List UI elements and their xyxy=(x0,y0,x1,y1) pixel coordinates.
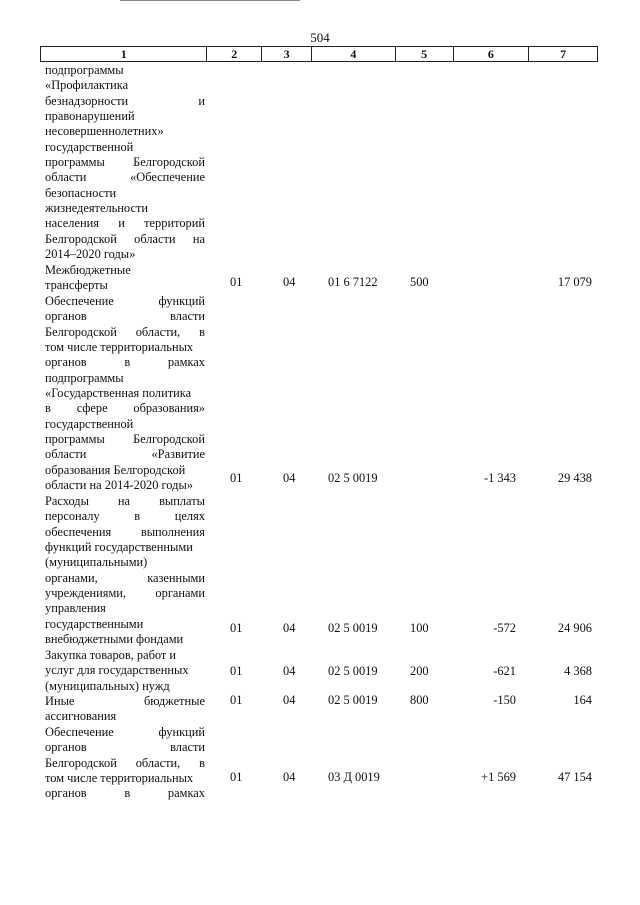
description-word: области xyxy=(45,170,87,185)
description-line xyxy=(45,432,205,447)
description-word: «Профилактика xyxy=(45,78,129,93)
total-amount: 29 438 xyxy=(557,471,592,485)
description-line xyxy=(45,571,205,586)
description-line xyxy=(45,679,205,694)
page-number: 504 xyxy=(310,30,330,45)
description-word: «Развитие xyxy=(151,447,205,462)
description-line xyxy=(45,78,205,93)
description-word: власти xyxy=(170,740,205,755)
description-word: целях xyxy=(174,509,205,524)
description-line xyxy=(45,786,205,801)
description-word: ассигнования xyxy=(45,709,117,724)
section-code: 01 xyxy=(230,471,243,485)
description-word: на xyxy=(192,231,205,246)
total-amount: 24 906 xyxy=(557,621,592,635)
section-code: 01 xyxy=(230,770,243,784)
description-word: Белгородской xyxy=(45,755,117,770)
description-word: управления xyxy=(45,601,106,616)
total-amount: 17 079 xyxy=(557,275,592,289)
description-word: органов xyxy=(45,355,87,370)
subsection-code: 04 xyxy=(283,770,296,784)
description-line xyxy=(45,709,205,724)
description-line xyxy=(45,447,205,462)
column-header-4: 4 xyxy=(312,47,396,61)
description-word: Белгородской xyxy=(133,432,205,447)
description-word: государственной xyxy=(45,416,134,431)
description-line xyxy=(45,371,205,386)
expense-type-code: 500 xyxy=(410,275,429,289)
description-word: трансферты xyxy=(45,278,108,293)
description-word: несовершеннолетних» xyxy=(45,124,164,139)
description-block xyxy=(45,63,205,262)
description-line xyxy=(45,294,205,309)
description-word: функций xyxy=(158,725,205,739)
column-header-2: 2 xyxy=(207,47,262,61)
change-amount: -621 xyxy=(493,664,516,678)
column-header-1: 1 xyxy=(41,47,207,61)
target-article-code: 01 6 7122 xyxy=(328,275,378,289)
description-word: органов xyxy=(45,740,87,755)
description-word: в xyxy=(45,401,51,416)
table-row xyxy=(0,770,640,786)
description-word: Закупка товаров, работ и xyxy=(45,648,177,662)
description-word: жизнедеятельности xyxy=(45,201,148,216)
total-amount: 47 154 xyxy=(557,770,592,784)
expense-type-code: 200 xyxy=(410,664,429,678)
description-word: подпрограммы xyxy=(45,63,124,77)
column-header-3: 3 xyxy=(262,47,312,61)
target-article-code: 02 5 0019 xyxy=(328,471,378,485)
target-article-code: 02 5 0019 xyxy=(328,621,378,635)
description-line xyxy=(45,756,205,771)
description-word: (муниципальными) xyxy=(45,555,148,570)
description-word: рамках xyxy=(167,355,205,370)
expense-type-code: 800 xyxy=(410,693,429,707)
description-word: (муниципальных) нужд xyxy=(45,678,170,693)
description-line xyxy=(45,170,205,185)
total-amount: 164 xyxy=(573,693,592,707)
description-word: области xyxy=(45,447,87,462)
description-word: услуг для государственных xyxy=(45,663,189,678)
description-line xyxy=(45,417,205,432)
description-word: выплаты xyxy=(159,494,205,508)
table-row xyxy=(0,693,640,709)
description-word: обеспечения xyxy=(45,524,112,539)
description-word: в xyxy=(124,355,131,370)
description-word: казенными xyxy=(147,570,205,585)
description-word: безнадзорности xyxy=(45,93,129,108)
description-word: персоналу xyxy=(45,509,100,524)
description-word: на xyxy=(117,494,131,508)
table-row xyxy=(0,471,640,487)
description-word: в xyxy=(199,755,205,770)
target-article-code: 02 5 0019 xyxy=(328,664,378,678)
subsection-code: 04 xyxy=(283,693,296,707)
description-word: рамках xyxy=(167,786,205,801)
description-line xyxy=(45,725,205,740)
target-article-code: 03 Д 0019 xyxy=(328,770,380,784)
description-word: в xyxy=(199,324,205,339)
description-word: выполнения xyxy=(140,524,205,539)
description-line xyxy=(45,155,205,170)
description-line xyxy=(45,109,205,124)
description-word: и xyxy=(118,216,125,231)
description-word: Расходы xyxy=(45,494,89,508)
column-header-7: 7 xyxy=(560,47,567,61)
description-word: органов xyxy=(45,309,87,324)
description-word: Белгородской xyxy=(45,324,117,339)
description-word: образования» xyxy=(133,401,205,416)
description-word: бюджетные xyxy=(143,694,205,708)
description-word: Обеспечение xyxy=(45,725,114,739)
description-line xyxy=(45,386,205,401)
description-line xyxy=(45,309,205,324)
description-line xyxy=(45,525,205,540)
expense-type-code: 100 xyxy=(410,621,429,635)
description-word: Иные xyxy=(45,694,75,708)
description-word: органами, xyxy=(45,570,98,585)
description-word: правонарушений xyxy=(45,109,135,124)
description-line xyxy=(45,247,205,262)
description-line xyxy=(45,740,205,755)
change-amount: -1 343 xyxy=(483,471,516,485)
subsection-code: 04 xyxy=(283,621,296,635)
description-word: учреждениями, xyxy=(45,586,127,601)
description-line xyxy=(45,186,205,201)
description-word: 2014–2020 годы» xyxy=(45,247,136,262)
section-code: 01 xyxy=(230,693,243,707)
description-word: подпрограммы xyxy=(45,370,124,385)
target-article-code: 02 5 0019 xyxy=(328,693,378,707)
description-line xyxy=(45,216,205,231)
description-word: функций xyxy=(158,294,205,308)
description-word: образования Белгородской xyxy=(45,462,186,477)
description-line xyxy=(45,340,205,355)
description-word: Межбюджетные xyxy=(45,263,131,277)
description-block xyxy=(45,725,205,802)
description-word: в xyxy=(124,786,131,801)
description-word: государственной xyxy=(45,139,134,154)
description-line xyxy=(45,509,205,524)
subsection-code: 04 xyxy=(283,471,296,485)
total-amount: 4 368 xyxy=(564,664,592,678)
description-word: органов xyxy=(45,786,87,801)
table-header xyxy=(40,46,598,62)
description-word: области на 2014-2020 годы» xyxy=(45,478,193,493)
section-code: 01 xyxy=(230,275,243,289)
change-amount: -150 xyxy=(493,693,516,707)
description-word: государственными xyxy=(45,616,144,631)
description-word: функций государственными xyxy=(45,540,193,555)
description-word: и xyxy=(198,93,205,108)
description-word: области, xyxy=(135,755,181,770)
description-word: программы xyxy=(45,432,105,447)
description-word: территорий xyxy=(144,216,205,231)
description-block xyxy=(45,294,205,493)
description-word: программы xyxy=(45,155,105,170)
description-word: в xyxy=(134,509,141,524)
description-line xyxy=(45,540,205,555)
description-line xyxy=(45,355,205,370)
description-word: населения xyxy=(45,216,99,231)
description-line xyxy=(45,494,205,509)
table-row xyxy=(0,621,640,637)
description-line xyxy=(45,94,205,109)
subsection-code: 04 xyxy=(283,275,296,289)
column-header-5: 5 xyxy=(396,47,454,61)
description-line xyxy=(45,586,205,601)
description-word: области, xyxy=(135,324,181,339)
description-line xyxy=(45,140,205,155)
subsection-code: 04 xyxy=(283,664,296,678)
description-word: Белгородской xyxy=(45,231,117,246)
change-amount: -572 xyxy=(493,621,516,635)
description-word: том числе территориальных xyxy=(45,771,194,786)
description-line xyxy=(45,555,205,570)
description-word: «Государственная политика xyxy=(45,386,192,401)
description-word: сфере xyxy=(76,401,108,416)
column-header-6: 6 xyxy=(454,47,530,61)
description-line xyxy=(45,325,205,340)
description-line xyxy=(45,232,205,247)
table-row xyxy=(0,664,640,680)
section-code: 01 xyxy=(230,664,243,678)
description-word: власти xyxy=(170,309,205,324)
description-word: внебюджетными фондами xyxy=(45,632,184,647)
description-line xyxy=(45,124,205,139)
scan-artifact-line xyxy=(120,0,300,1)
description-word: «Обеспечение xyxy=(130,170,205,185)
description-word: Обеспечение xyxy=(45,294,114,308)
description-word: Белгородской xyxy=(133,155,205,170)
description-line xyxy=(45,63,205,78)
description-word: безопасности xyxy=(45,185,117,200)
description-line xyxy=(45,401,205,416)
description-word: области xyxy=(134,231,176,246)
description-line xyxy=(45,201,205,216)
description-line xyxy=(45,648,205,663)
description-line xyxy=(45,601,205,616)
change-amount: +1 569 xyxy=(481,770,516,784)
description-word: том числе территориальных xyxy=(45,340,194,355)
section-code: 01 xyxy=(230,621,243,635)
table-row xyxy=(0,275,640,291)
description-word: органами xyxy=(155,586,205,601)
